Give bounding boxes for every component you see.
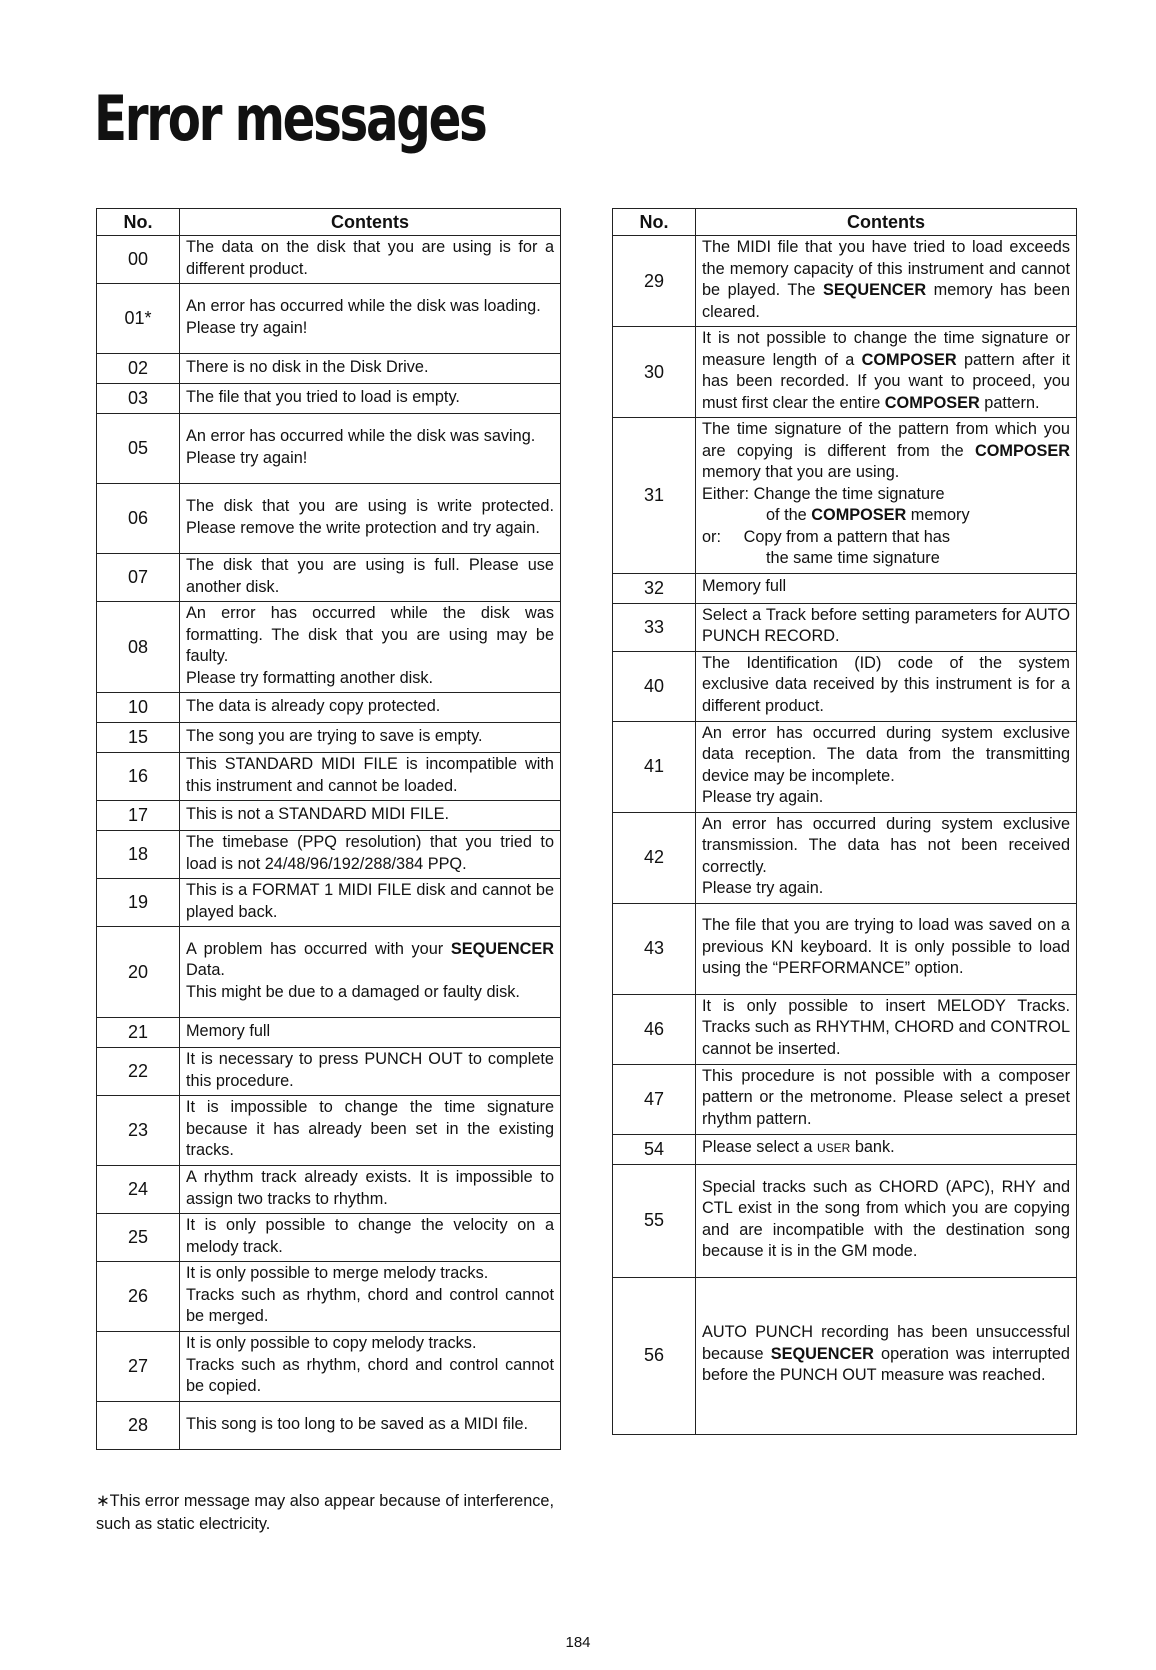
- description-line: The data is already copy protected.: [186, 696, 441, 715]
- description-line: This might be due to a damaged or faulty disk.: [186, 982, 520, 1001]
- error-description: [180, 236, 561, 284]
- error-row-23: [97, 1096, 561, 1166]
- error-description: [180, 927, 561, 1018]
- error-code: 18: [97, 831, 180, 879]
- error-code: 29: [613, 236, 696, 327]
- error-code: 25: [97, 1214, 180, 1262]
- description-line: the same time signature: [766, 549, 940, 567]
- description-line: Please try again.: [702, 879, 824, 897]
- description-line: Memory full: [186, 1021, 271, 1040]
- error-row-00: [97, 236, 561, 284]
- error-row-31: [613, 418, 1077, 574]
- error-row-01: [97, 284, 561, 354]
- error-row-56: [613, 1277, 1077, 1434]
- error-description: [696, 903, 1077, 994]
- description-line: or: Copy from a pattern that has: [702, 527, 950, 546]
- description-line: The Identification (ID) code of the system exclusive data received by this instrument is for a different product.: [702, 653, 1070, 715]
- error-description: [696, 603, 1077, 651]
- description-line: It is only possible to insert MELODY Tracks. Tracks such as RHYTHM, CHORD and CONTROL cannot be inserted.: [702, 996, 1070, 1058]
- error-code: 46: [613, 994, 696, 1064]
- description-line: Special tracks such as CHORD (APC), RHY and CTL exist in the song from which you are copying and are incompatible with the destination song because it is in the GM mode.: [702, 1177, 1070, 1260]
- error-row-54: [613, 1134, 1077, 1164]
- error-code: 33: [613, 603, 696, 651]
- error-code: 54: [613, 1134, 696, 1164]
- description-line: The MIDI file that you have tried to load exceeds the memory capacity of this instrument and cannot be played. The SEQUENCER memory has been cleared.: [702, 238, 1070, 321]
- error-code: 20: [97, 927, 180, 1018]
- description-line: A rhythm track already exists. It is impossible to assign two tracks to rhythm.: [186, 1168, 554, 1208]
- error-row-03: [97, 384, 561, 414]
- error-table-right-body: [613, 236, 1077, 1435]
- description-line: Tracks such as rhythm, chord and control cannot be copied.: [186, 1355, 554, 1396]
- error-row-18: [97, 831, 561, 879]
- error-description: [696, 1277, 1077, 1434]
- error-table-left: [96, 208, 561, 1450]
- error-description: [696, 418, 1077, 574]
- error-code: 26: [97, 1262, 180, 1332]
- error-description: [180, 554, 561, 602]
- description-line: The time signature of the pattern from which you are copying is different from the COMPOSER memory that you are using.: [702, 420, 1070, 481]
- description-line: An error has occurred while the disk was saving.: [186, 427, 536, 445]
- error-row-28: [97, 1402, 561, 1450]
- error-row-02: [97, 354, 561, 384]
- description-line: This procedure is not possible with a composer pattern or the metronome. Please select a preset rhythm pattern.: [702, 1066, 1070, 1128]
- description-line: of the COMPOSER memory: [766, 506, 970, 524]
- description-line: An error has occurred while the disk was loading.: [186, 297, 541, 315]
- error-row-17: [97, 801, 561, 831]
- error-description: [180, 801, 561, 831]
- error-row-55: [613, 1164, 1077, 1277]
- description-line: It is impossible to change the time signature because it has already been set in the existing tracks.: [186, 1098, 554, 1160]
- description-line: Please try again.: [702, 788, 824, 806]
- error-description: [180, 753, 561, 801]
- error-code: 10: [97, 693, 180, 723]
- error-code: 05: [97, 414, 180, 484]
- error-row-06: [97, 484, 561, 554]
- error-row-42: [613, 812, 1077, 903]
- error-description: [696, 327, 1077, 418]
- error-description: [180, 1402, 561, 1450]
- error-description: [180, 693, 561, 723]
- header-contents: Contents: [696, 209, 1077, 236]
- description-line: The disk that you are using is full. Please use another disk.: [186, 556, 554, 596]
- error-description: [180, 384, 561, 414]
- error-row-22: [97, 1048, 561, 1096]
- description-line: This is not a STANDARD MIDI FILE.: [186, 804, 449, 823]
- description-line: The song you are trying to save is empty.: [186, 726, 483, 745]
- page-title: Error messages: [94, 82, 486, 155]
- description-line: Memory full: [702, 577, 787, 596]
- error-code: 32: [613, 573, 696, 603]
- error-code: 31: [613, 418, 696, 574]
- error-code: 55: [613, 1164, 696, 1277]
- error-description: [180, 831, 561, 879]
- error-code: 00: [97, 236, 180, 284]
- error-row-29: [613, 236, 1077, 327]
- error-row-46: [613, 994, 1077, 1064]
- description-line: It is not possible to change the time signature or measure length of a COMPOSER pattern after it has been recorded. If you want to proceed, you must first clear the entire COMPOSER pattern.: [702, 329, 1070, 412]
- error-description: [180, 484, 561, 554]
- error-description: [180, 1214, 561, 1262]
- header-contents: Contents: [180, 209, 561, 236]
- error-row-30: [613, 327, 1077, 418]
- description-line: The disk that you are using is write protected. Please remove the write protection and try again.: [186, 497, 554, 537]
- error-code: 43: [613, 903, 696, 994]
- error-description: [696, 573, 1077, 603]
- table-header-row: [97, 209, 561, 236]
- error-code: 40: [613, 651, 696, 721]
- header-no: No.: [97, 209, 180, 236]
- description-line: Please try again!: [186, 318, 308, 337]
- error-description: [180, 1332, 561, 1402]
- error-description: [696, 1164, 1077, 1277]
- error-code: 15: [97, 723, 180, 753]
- error-row-16: [97, 753, 561, 801]
- description-line: Please try again!: [186, 448, 308, 467]
- error-row-43: [613, 903, 1077, 994]
- error-description: [180, 1018, 561, 1048]
- error-description: [696, 1064, 1077, 1134]
- error-code: 41: [613, 721, 696, 812]
- description-line: AUTO PUNCH recording has been unsuccessful because SEQUENCER operation was interrupted before the PUNCH OUT measure was reached.: [702, 1323, 1070, 1385]
- footnote: ∗This error message may also appear because of interference, such as static electricity.: [96, 1492, 554, 1533]
- description-line: Please try formatting another disk.: [186, 668, 434, 687]
- error-row-32: [613, 573, 1077, 603]
- error-description: [180, 1166, 561, 1214]
- description-line: It is necessary to press PUNCH OUT to complete this procedure.: [186, 1050, 554, 1090]
- page-number: 184: [565, 1634, 591, 1651]
- error-row-10: [97, 693, 561, 723]
- error-description: [180, 284, 561, 354]
- error-code: 27: [97, 1332, 180, 1402]
- error-description: [180, 723, 561, 753]
- description-line: This STANDARD MIDI FILE is incompatible with this instrument and cannot be loaded.: [186, 755, 554, 795]
- description-line: An error has occurred during system exclusive transmission. The data has not been received correctly.: [702, 814, 1070, 876]
- error-code: 16: [97, 753, 180, 801]
- error-code: 30: [613, 327, 696, 418]
- error-code: 22: [97, 1048, 180, 1096]
- description-line: Please select a USER bank.: [702, 1137, 895, 1156]
- error-code: 08: [97, 602, 180, 693]
- error-code: 17: [97, 801, 180, 831]
- error-row-05: [97, 414, 561, 484]
- error-row-20: [97, 927, 561, 1018]
- error-description: [180, 602, 561, 693]
- error-row-08: [97, 602, 561, 693]
- description-line: Either: Change the time signature: [702, 484, 945, 503]
- error-code: 19: [97, 879, 180, 927]
- error-description: [180, 414, 561, 484]
- error-description: [180, 1262, 561, 1332]
- error-description: [180, 879, 561, 927]
- error-code: 21: [97, 1018, 180, 1048]
- description-line: This is a FORMAT 1 MIDI FILE disk and cannot be played back.: [186, 881, 554, 921]
- error-description: [180, 354, 561, 384]
- description-line: An error has occurred while the disk was formatting. The disk that you are using may be faulty.: [186, 604, 554, 665]
- description-line: It is only possible to change the velocity on a melody track.: [186, 1216, 554, 1256]
- error-row-26: [97, 1262, 561, 1332]
- error-code: 24: [97, 1166, 180, 1214]
- error-description: [180, 1096, 561, 1166]
- error-row-07: [97, 554, 561, 602]
- error-code: 56: [613, 1277, 696, 1434]
- error-code: 42: [613, 812, 696, 903]
- error-row-27: [97, 1332, 561, 1402]
- error-row-33: [613, 603, 1077, 651]
- error-description: [696, 721, 1077, 812]
- error-code: 03: [97, 384, 180, 414]
- description-line: It is only possible to merge melody tracks.: [186, 1264, 489, 1283]
- description-line: The data on the disk that you are using is for a different product.: [186, 238, 554, 278]
- description-line: Select a Track before setting parameters for AUTO PUNCH RECORD.: [702, 605, 1070, 645]
- description-line: The file that you are trying to load was saved on a previous KN keyboard. It is only possible to load using the “PERFORMANCE” option.: [702, 916, 1070, 978]
- error-description: [696, 994, 1077, 1064]
- error-row-24: [97, 1166, 561, 1214]
- error-row-21: [97, 1018, 561, 1048]
- description-line: The timebase (PPQ resolution) that you tried to load is not 24/48/96/192/288/384 PPQ.: [186, 833, 554, 873]
- description-line: Tracks such as rhythm, chord and control cannot be merged.: [186, 1285, 554, 1326]
- description-line: An error has occurred during system exclusive data reception. The data from the transmitting device may be incomplete.: [702, 723, 1070, 785]
- error-code: 01*: [97, 284, 180, 354]
- description-line: It is only possible to copy melody tracks.: [186, 1334, 477, 1353]
- error-code: 02: [97, 354, 180, 384]
- error-row-47: [613, 1064, 1077, 1134]
- error-code: 06: [97, 484, 180, 554]
- error-description: [696, 236, 1077, 327]
- error-description: [696, 812, 1077, 903]
- error-code: 07: [97, 554, 180, 602]
- description-line: There is no disk in the Disk Drive.: [186, 357, 429, 376]
- description-line: The file that you tried to load is empty.: [186, 387, 460, 406]
- error-row-41: [613, 721, 1077, 812]
- error-code: 23: [97, 1096, 180, 1166]
- error-row-40: [613, 651, 1077, 721]
- description-line: A problem has occurred with your SEQUENCER Data.: [186, 939, 554, 980]
- error-row-25: [97, 1214, 561, 1262]
- error-description: [180, 1048, 561, 1096]
- header-no: No.: [613, 209, 696, 236]
- description-line: This song is too long to be saved as a MIDI file.: [186, 1414, 529, 1433]
- error-code: 47: [613, 1064, 696, 1134]
- error-code: 28: [97, 1402, 180, 1450]
- error-description: [696, 1134, 1077, 1164]
- error-table-left-body: [97, 236, 561, 1450]
- error-description: [696, 651, 1077, 721]
- error-row-15: [97, 723, 561, 753]
- table-header-row: [613, 209, 1077, 236]
- error-row-19: [97, 879, 561, 927]
- error-table-right: [612, 208, 1077, 1435]
